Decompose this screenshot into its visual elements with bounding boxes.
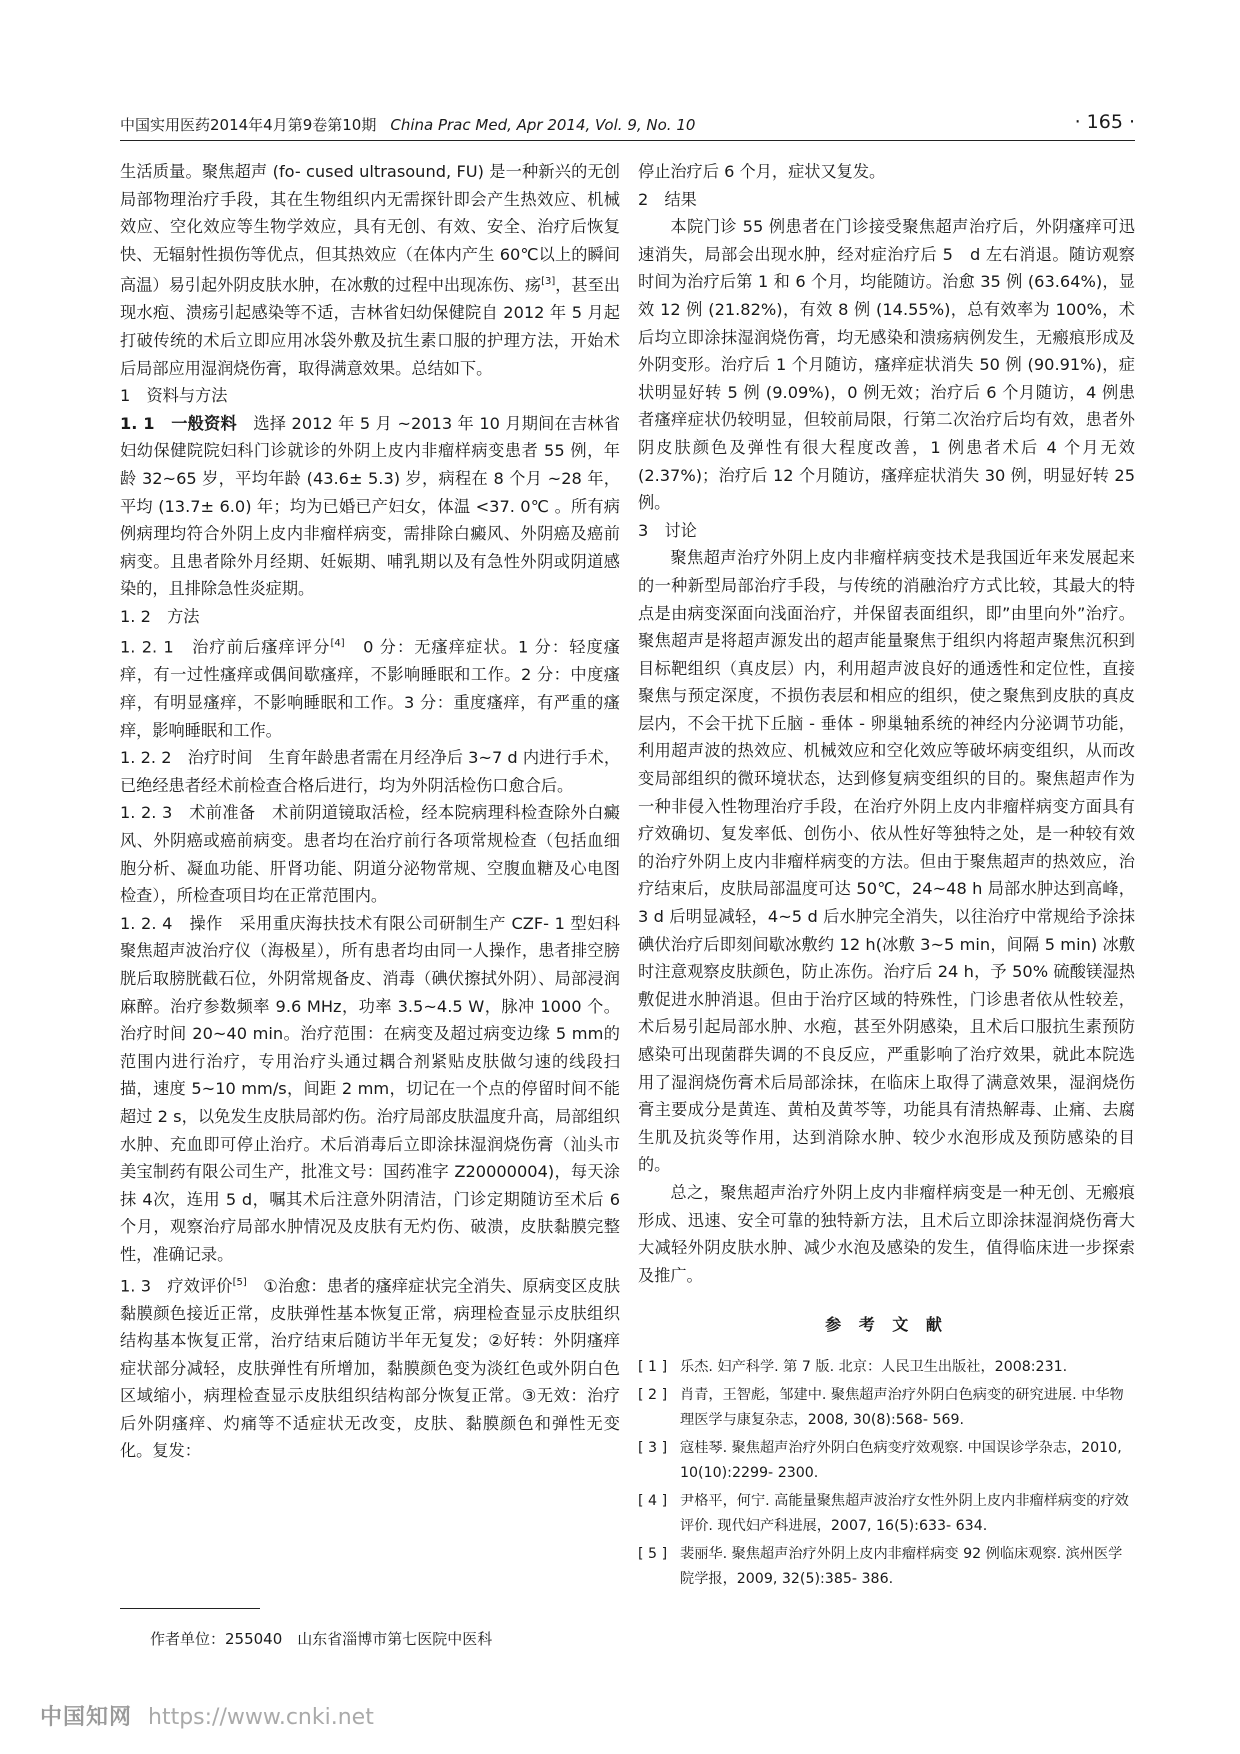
reference-text: 尹格平，何宁. 高能量聚焦超声波治疗女性外阴上皮内非瘤样病变的疗效评价. 现代妇产科进展，2007, 16(5):633- 634.: [680, 1493, 1129, 1534]
intro-text: 生活质量。聚焦超声 (fo- cused ultrasound, FU) 是一种新兴的无创局部物理治疗手段，其在生物组织内无需探针即会产生热效应、机械效应、空化效应等生物学效应，具有无创、有效、安全、治疗后恢复快、无辐射性损伤等优点，但其热效应（在体内产生 60℃以上的瞬间高温）易引起外阴皮肤水肿，在冰敷的过程中出现冻伤、疡: [120, 162, 620, 295]
subsection-text: 采用重庆海扶技术有限公司研制生产 CZF- 1 型妇科聚焦超声波治疗仪（海极星），所有患者均由同一人操作，患者排空膀胱后取膀胱截石位，外阴常规备皮、消毒（碘伏擦拭外阴）、局部浸润麻醉。治疗参数频率 9.6 MHz，功率 3.5~4.5 W，脉冲 1000 个。治疗时间 20~40 min。治疗范围：在病变及超过病变边缘 5 mm的范围内进行治疗，专用治疗头通过耦合剂紧贴皮肤做匀速的线段扫描，速度 5~10 mm/s，间距 2 mm，切记在一个点的停留时间不能超过 2 s，以免发生皮肤局部灼伤。治疗局部皮肤温度升高，局部组织水肿、充血即可停止治疗。术后消毒后立即涂抹湿润烧伤膏（汕头市美宝制药有限公司生产，批准文号：国药准字 Z20000004)，每天涂抹 4次，连用 5 d，嘱其术后注意外阴清洁，门诊定期随访至术后 6 个月，观察治疗局部水肿情况及皮肤有无灼伤、破溃，皮肤黏膜完整性，准确记录。: [120, 913, 620, 1264]
journal-name-en: China Prac Med, Apr 2014, Vol. 9, No. 10: [390, 116, 696, 134]
cnki-watermark: [40, 1700, 374, 1731]
right-column: [638, 158, 1135, 1595]
section-heading-discussion: 3 讨论: [638, 520, 697, 540]
subsection-label: 1. 2. 4 操作: [120, 913, 223, 933]
subsection-text: 生育年龄患者需在月经净后 3~7 d 内进行手术，已绝经患者经术前检查合格后进行，均为外阴活检伤口愈合后。: [120, 748, 621, 795]
section-heading-methods: 1 资料与方法: [120, 386, 228, 406]
reference-number: [ 4 ]: [638, 1493, 668, 1510]
subsection-label: 1. 2. 1 治疗前后瘙痒评分: [120, 637, 331, 657]
section-itch-score: [120, 630, 620, 744]
reference-text: 寇桂琴. 聚焦超声治疗外阴白色病变疗效观察. 中国误诊学杂志，2010, 10(10):2299- 2300.: [680, 1440, 1122, 1481]
references-title: 参 考 文 献: [825, 1315, 948, 1335]
citation-ref: [5]: [232, 1276, 247, 1288]
reference-number: [ 1 ]: [638, 1358, 668, 1375]
section-heading-results: 2 结果: [638, 189, 697, 209]
reference-text: 乐杰. 妇产科学. 第 7 版. 北京：人民卫生出版社，2008:231.: [680, 1358, 1068, 1375]
cnki-logo: 中国知网: [40, 1705, 133, 1730]
citation-ref: [3]: [541, 276, 556, 288]
citation-ref: [4]: [330, 638, 345, 650]
section-general-info: [120, 410, 620, 603]
section-operation: [120, 910, 620, 1269]
section-preparation: [120, 799, 620, 909]
summary-paragraph: 总之，聚焦超声治疗外阴上皮内非瘤样病变是一种无创、无瘢痕形成、迅速、安全可靠的独特新方法，且术后立即涂抹湿润烧伤膏大大减轻外阴皮肤水肿、减少水泡及感染的发生，值得临床进一步探索及推广。: [638, 1182, 1135, 1285]
journal-name-cn: 中国实用医药2014年4月第9卷第10期: [120, 116, 377, 134]
reference-item: [638, 1436, 1135, 1485]
journal-citation: [120, 114, 695, 135]
reference-text: 裴丽华. 聚焦超声治疗外阴上皮内非瘤样病变 92 例临床观察. 滨州医学院学报，2009, 32(5):385- 386.: [680, 1546, 1123, 1587]
section-heading-method: 1. 2 方法: [120, 606, 200, 626]
continued-paragraph: 停止治疗后 6 个月，症状又复发。: [638, 162, 886, 181]
discussion-paragraph: 聚焦超声治疗外阴上皮内非瘤样病变技术是我国近年来发展起来的一种新型局部治疗手段，与传统的消融治疗方式比较，其最大的特点是由病变深面向浅面治疗，并保留表面组织，即”由里向外”治疗。聚焦超声是将超声源发出的超声能量聚焦于组织内将超声聚焦沉积到目标靶组织（真皮层）内，利用超声波良好的通透性和定位性，直接聚焦与预定深度，不损伤表层和相应的组织，使之聚焦到皮肤的真皮层内，不会干扰下丘脑 - 垂体 - 卵巢轴系统的神经内分泌调节功能，利用超声波的热效应、机械效应和空化效应等破坏病变组织，从而改变局部组织的微环境状态，达到修复病变组织的目的。聚焦超声作为一种非侵入性物理治疗手段，在治疗外阴上皮内非瘤样病变方面具有疗效确切、复发率低、创伤小、依从性好等独特之处，是一种较有效的治疗外阴上皮内非瘤样病变的方法。但由于聚焦超声的热效应，治疗结束后，皮肤局部温度可达 50℃，24~48 h 局部水肿达到高峰，3 d 后明显减轻，4~5 d 后水肿完全消失，以往治疗中常规给予涂抹碘伏治疗后即刻间歇冰敷约 12 h(冰敷 3~5 min，间隔 5 min) 冰敷时注意观察皮肤颜色，防止冻伤。治疗后 24 h，予 50% 硫酸镁湿热敷促进水肿消退。但由于治疗区域的特殊性，门诊患者依从性较差，术后易引起局部水肿、水疱，甚至外阴感染，且术后口服抗生素预防感染可出现菌群失调的不良反应，严重影响了治疗效果，就此本院选用了湿润烧伤膏术后局部涂抹，在临床上取得了满意效果，湿润烧伤膏主要成分是黄连、黄柏及黄芩等，功能具有清热解毒、止痛、去腐生肌及抗炎等作用，达到消除水肿、较少水泡形成及预防感染的目的。: [638, 548, 1135, 1175]
left-column: [120, 158, 620, 1465]
subsection-text: ①治愈：患者的瘙痒症状完全消失、原病变区皮肤黏膜颜色接近正常，皮肤弹性基本恢复正常，病理检查显示皮肤组织结构基本恢复正常，治疗结束后随访半年无复发；②好转：外阴瘙痒症状部分减轻，皮肤弹性有所增加，黏膜颜色变为淡红色或外阴白色区域缩小，病理检查显示皮肤组织结构部分恢复正常。③无效：治疗后外阴瘙痒、灼痛等不适症状无改变，皮肤、黏膜颜色和弹性无变化。复发：: [120, 1275, 621, 1461]
subsection-text: 选择 2012 年 5 月 ~2013 年 10 月期间在吉林省妇幼保健院院妇科门诊就诊的外阴上皮内非瘤样病变患者 55 例，年龄 32~65 岁，平均年龄 (43.6± 5.3) 岁，病程在 8 个月 ~28 年，平均 (13.7± 6.0) 年；均为已婚已产妇女，体温 <37. 0℃ 。所有病例病理均符合外阴上皮内非瘤样病变，需排除白癜风、外阴癌及癌前病变。且患者除外月经期、妊娠期、哺乳期以及有急性外阴或阴道感染的，且排除急性炎症期。: [120, 413, 621, 599]
page-number: · 165 ·: [1074, 111, 1135, 133]
subsection-text: 0 分：无瘙痒症状。1 分：轻度瘙痒，有一过性瘙痒或偶间歇瘙痒，不影响睡眠和工作。2 分：中度瘙痒，有明显瘙痒，不影响睡眠和工作。3 分：重度瘙痒，有严重的瘙痒，影响睡眠和工作。: [120, 637, 620, 740]
subsection-label: 1. 1 一般资料: [120, 413, 237, 433]
intro-paragraph: [120, 158, 620, 382]
reference-number: [ 5 ]: [638, 1546, 668, 1563]
author-affiliation: 作者单位：255040 山东省淄博市第七医院中医科: [150, 1630, 493, 1648]
reference-item: [638, 1542, 1135, 1591]
reference-item: [638, 1489, 1135, 1538]
results-paragraph: 本院门诊 55 例患者在门诊接受聚焦超声治疗后，外阴瘙痒可迅速消失，局部会出现水肿，经对症治疗后 5 d 左右消退。随访观察时间为治疗后第 1 和 6 个月，均能随访。治愈 35 例 (63.64%)，显效 12 例 (21.82%)，有效 8 例 (14.55%)，总有效率为 100%，术后均立即涂抹湿润烧伤膏，均无感染和溃疡病例发生，无瘢痕形成及外阴变形。治疗后 1 个月随访，瘙痒症状消失 50 例 (90.91%)，症状明显好转 5 例 (9.09%)，0 例无效；治疗后 6 个月随访，4 例患者瘙痒症状仍较明显，但较前局限，行第二次治疗后均有效，患者外阴皮肤颜色及弹性有很大程度改善，1 例患者术后 4 个月无效 (2.37%)；治疗后 12 个月随访，瘙痒症状消失 30 例，明显好转 25 例。: [638, 217, 1135, 513]
section-treatment-time: [120, 744, 620, 799]
subsection-label: 1. 2. 2 治疗时间: [120, 748, 253, 768]
section-efficacy: [120, 1269, 620, 1466]
intro-text-tail: ，甚至出现水疱、溃疡引起感染等不适，吉林省妇幼保健院自 2012 年 5 月起打破传统的术后立即应用冰袋外敷及抗生素口服的护理方法，开始术后局部应用湿润烧伤膏，取得满意效果。总结如下。: [120, 275, 621, 378]
subsection-label: 1. 3 疗效评价: [120, 1275, 233, 1295]
reference-number: [ 2 ]: [638, 1387, 668, 1404]
header-divider: [120, 140, 1135, 141]
reference-item: [638, 1355, 1135, 1380]
subsection-text: 术前阴道镜取活检，经本院病理科检查除外白癜风、外阴癌或癌前病变。患者均在治疗前行各项常规检查（包括血细胞分析、凝血功能、肝肾功能、阴道分泌物常规、空腹血糖及心电图检查），所检查项目均在正常范围内。: [120, 803, 620, 906]
subsection-label: 1. 2. 3 术前准备: [120, 803, 256, 823]
reference-item: [638, 1383, 1135, 1432]
references-list: [638, 1355, 1135, 1592]
reference-number: [ 3 ]: [638, 1440, 668, 1457]
running-header: [120, 111, 1135, 142]
cnki-url: https://www.cnki.net: [148, 1705, 374, 1730]
reference-text: 肖青，王智彪，邹建中. 聚焦超声治疗外阴白色病变的研究进展. 中华物理医学与康复杂志，2008, 30(8):568- 569.: [680, 1387, 1124, 1428]
footnote-divider: [120, 1608, 260, 1609]
